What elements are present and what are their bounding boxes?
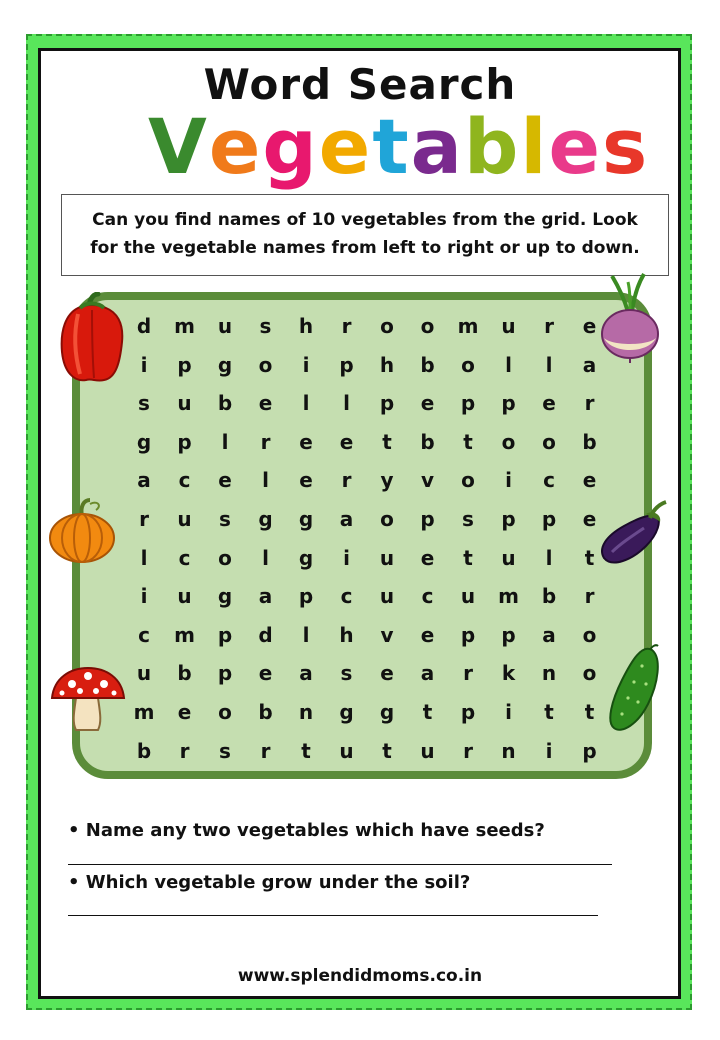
grid-letter[interactable]: s	[340, 661, 353, 686]
grid-letter[interactable]: l	[545, 352, 553, 377]
grid-letter[interactable]: p	[177, 429, 192, 454]
grid-letter[interactable]: e	[420, 391, 435, 416]
grid-letter[interactable]: b	[136, 738, 152, 763]
grid-letter[interactable]: u	[501, 314, 516, 338]
grid-letter[interactable]: m	[457, 314, 479, 338]
grid-letter[interactable]: o	[582, 661, 597, 686]
grid-letter[interactable]: i	[302, 352, 310, 377]
grid-letter[interactable]: s	[138, 391, 150, 416]
grid-letter[interactable]: l	[221, 429, 229, 454]
grid-letter[interactable]: e	[582, 507, 597, 531]
grid-letter[interactable]: s	[219, 738, 231, 763]
grid-letter[interactable]: c	[178, 545, 191, 570]
grid-letter[interactable]: g	[339, 700, 354, 724]
grid-letter[interactable]: o	[380, 507, 394, 531]
grid-letter[interactable]: i	[505, 468, 512, 493]
grid-letter[interactable]: t	[463, 545, 473, 570]
grid-letter[interactable]: b	[258, 700, 273, 724]
question-seeds: • Name any two vegetables which have seeds?	[68, 820, 545, 841]
grid-letter[interactable]: o	[542, 429, 556, 454]
grid-letter[interactable]: p	[582, 738, 597, 763]
mushroom-icon	[50, 664, 126, 734]
grid-letter[interactable]: i	[140, 352, 148, 377]
grid-letter[interactable]: a	[339, 507, 354, 531]
page-title: Word Search	[203, 60, 517, 109]
grid-letter[interactable]: b	[217, 391, 233, 416]
cucumber-icon	[604, 644, 664, 736]
question-under-soil: • Which vegetable grow under the soil?	[68, 872, 471, 893]
grid-letter[interactable]: s	[259, 314, 272, 338]
grid-letter[interactable]: b	[420, 352, 435, 377]
instructions-box	[61, 194, 669, 276]
grid-letter[interactable]: h	[379, 352, 395, 377]
grid-letter[interactable]: l	[343, 391, 350, 416]
grid-letter[interactable]: t	[544, 700, 554, 724]
instructions-line-2: for the vegetable names from left to right or up to down.	[90, 238, 640, 258]
grid-letter[interactable]: u	[501, 545, 516, 570]
grid-letter[interactable]: r	[260, 738, 271, 763]
vegetables-heading	[148, 102, 649, 192]
grid-letter[interactable]: m	[174, 314, 195, 338]
grid-letter[interactable]: s	[219, 507, 231, 531]
grid-letter[interactable]: h	[339, 622, 354, 647]
heading-letter: V	[148, 102, 209, 191]
grid-letter[interactable]: a	[258, 584, 273, 609]
grid-letter[interactable]: a	[299, 661, 313, 686]
grid-letter[interactable]: g	[136, 429, 152, 454]
grid-letter[interactable]: t	[463, 429, 473, 454]
grid-letter[interactable]: u	[136, 661, 152, 686]
grid-letter[interactable]: i	[343, 545, 350, 570]
grid-letter[interactable]: r	[341, 314, 352, 338]
grid-letter[interactable]: o	[501, 429, 516, 454]
grid-letter[interactable]: e	[177, 700, 192, 724]
grid-letter[interactable]: m	[133, 700, 155, 724]
grid-letter[interactable]: o	[420, 314, 435, 338]
grid-letter[interactable]: l	[262, 468, 269, 493]
website-footer: www.splendidmoms.co.in	[237, 966, 483, 986]
grid-letter[interactable]: o	[582, 622, 597, 647]
grid-letter[interactable]: o	[380, 314, 394, 338]
grid-letter[interactable]: e	[420, 545, 435, 570]
grid-letter[interactable]: d	[258, 622, 273, 647]
grid-letter[interactable]: e	[582, 314, 597, 338]
grid-letter[interactable]: l	[302, 391, 310, 416]
grid-letter[interactable]: r	[260, 429, 271, 454]
grid-letter[interactable]: r	[463, 738, 473, 763]
grid-letter[interactable]: p	[217, 622, 233, 647]
grid-letter[interactable]: r	[463, 661, 473, 686]
grid-letter[interactable]: r	[584, 391, 595, 416]
grid-letter[interactable]: e	[218, 468, 232, 493]
grid-letter[interactable]: c	[178, 468, 191, 493]
grid-letter[interactable]: o	[218, 545, 232, 570]
grid-letter[interactable]: e	[299, 468, 313, 493]
grid-letter[interactable]: u	[177, 507, 192, 531]
grid-letter[interactable]: m	[174, 622, 195, 647]
grid-letter[interactable]: u	[379, 584, 395, 609]
grid-letter[interactable]: g	[298, 545, 314, 570]
answer-line-2[interactable]	[68, 915, 598, 916]
grid-letter[interactable]: n	[501, 738, 516, 763]
grid-letter[interactable]: a	[542, 622, 556, 647]
grid-letter[interactable]: a	[582, 352, 597, 377]
grid-letter[interactable]: v	[420, 468, 435, 493]
grid-letter[interactable]: u	[460, 584, 476, 609]
grid-letter[interactable]: b	[177, 661, 192, 686]
grid-letter[interactable]: p	[501, 391, 516, 416]
grid-letter[interactable]: p	[177, 352, 192, 377]
heading-letter: g	[262, 102, 319, 191]
grid-letter[interactable]: r	[341, 468, 352, 493]
grid-letter[interactable]: r	[584, 584, 595, 609]
word-search-grid	[72, 292, 652, 779]
grid-letter[interactable]: p	[501, 507, 516, 531]
grid-letter[interactable]: e	[339, 429, 354, 454]
grid-letter[interactable]: p	[339, 352, 354, 377]
grid-letter[interactable]: b	[582, 429, 597, 454]
grid-letter[interactable]: p	[460, 391, 476, 416]
red-pepper-icon	[56, 292, 128, 384]
turnip-icon	[598, 272, 664, 364]
grid-letter[interactable]: g	[298, 507, 314, 531]
grid-letter[interactable]: g	[217, 352, 233, 377]
grid-letter[interactable]: m	[498, 584, 519, 609]
grid-letter[interactable]: s	[462, 507, 474, 531]
grid-letter[interactable]: o	[461, 352, 475, 377]
grid-letter[interactable]: p	[217, 661, 233, 686]
grid-letter[interactable]: e	[420, 622, 435, 647]
grid-letter[interactable]: p	[501, 622, 516, 647]
heading-letter: e	[548, 102, 602, 191]
grid-letter[interactable]: b	[420, 429, 435, 454]
grid-letter[interactable]: l	[302, 622, 310, 647]
grid-letter[interactable]: p	[541, 507, 557, 531]
grid-letter[interactable]: d	[136, 314, 152, 338]
grid-letter[interactable]: l	[505, 352, 512, 377]
grid-letter[interactable]: u	[217, 314, 233, 338]
grid-letter[interactable]: u	[177, 391, 192, 416]
heading-letter: e	[318, 102, 373, 191]
instructions-line-1: Can you find names of 10 vegetables from the grid. Look	[92, 210, 638, 230]
grid-letter[interactable]: e	[582, 468, 597, 493]
grid-letter[interactable]: p	[379, 391, 395, 416]
grid-letter[interactable]: l	[140, 545, 148, 570]
answer-line-1[interactable]	[68, 864, 612, 865]
eggplant-icon	[596, 496, 668, 570]
grid-letter[interactable]: u	[177, 584, 192, 609]
grid-letter[interactable]: t	[382, 429, 392, 454]
pumpkin-icon	[46, 496, 118, 566]
grid-letter[interactable]: e	[380, 661, 394, 686]
heading-letter: a	[410, 102, 464, 191]
grid-letter[interactable]: h	[298, 314, 314, 338]
grid-letter[interactable]: e	[258, 391, 273, 416]
grid-letter[interactable]: g	[217, 584, 233, 609]
grid-letter[interactable]: o	[258, 352, 273, 377]
grid-letter[interactable]: p	[460, 622, 476, 647]
grid-letter[interactable]: o	[461, 468, 475, 493]
grid-letter[interactable]: l	[262, 545, 269, 570]
grid-letter[interactable]: g	[258, 507, 273, 531]
grid-letter[interactable]: y	[380, 468, 394, 493]
heading-letter: e	[208, 102, 263, 191]
grid-letter[interactable]: p	[298, 584, 314, 609]
grid-letter[interactable]: e	[258, 661, 273, 686]
grid-letter[interactable]: n	[541, 661, 557, 686]
grid-letter[interactable]: k	[501, 661, 516, 686]
grid-letter[interactable]: p	[460, 700, 476, 724]
grid-letter[interactable]: u	[339, 738, 354, 763]
grid-letter[interactable]: g	[379, 700, 395, 724]
grid-letter[interactable]: i	[140, 584, 148, 609]
grid-letter[interactable]: a	[137, 468, 151, 493]
grid-letter[interactable]: l	[545, 545, 553, 570]
grid-letter[interactable]: u	[420, 738, 435, 763]
grid-letter[interactable]: t	[301, 738, 311, 763]
grid-letter[interactable]: c	[421, 584, 434, 609]
grid-letter[interactable]: o	[218, 700, 232, 724]
grid-letter[interactable]: r	[139, 507, 149, 531]
grid-letter[interactable]: t	[584, 700, 595, 724]
grid-letter[interactable]: r	[179, 738, 190, 763]
grid-letter[interactable]: t	[422, 700, 433, 724]
heading-letter: s	[601, 102, 650, 191]
grid-letter[interactable]: i	[545, 738, 553, 763]
heading-letter: b	[463, 102, 521, 191]
grid-letter[interactable]: c	[543, 468, 555, 493]
grid-letter[interactable]: c	[340, 584, 353, 609]
grid-letter[interactable]: c	[138, 622, 150, 647]
heading-letter: t	[372, 102, 411, 191]
grid-letter[interactable]: b	[541, 584, 557, 609]
grid-letter[interactable]: e	[542, 391, 556, 416]
grid-letter[interactable]: t	[584, 545, 595, 570]
heading-letter: l	[520, 102, 549, 191]
grid-letter[interactable]: t	[382, 738, 392, 763]
grid-letter[interactable]: n	[298, 700, 314, 724]
grid-letter[interactable]: v	[380, 622, 394, 647]
grid-letter[interactable]: r	[544, 314, 554, 338]
grid-letter[interactable]: p	[420, 507, 435, 531]
grid-letter[interactable]: i	[505, 700, 512, 724]
grid-letter[interactable]: e	[299, 429, 313, 454]
grid-letter[interactable]: a	[420, 661, 435, 686]
grid-letter[interactable]: u	[379, 545, 395, 570]
